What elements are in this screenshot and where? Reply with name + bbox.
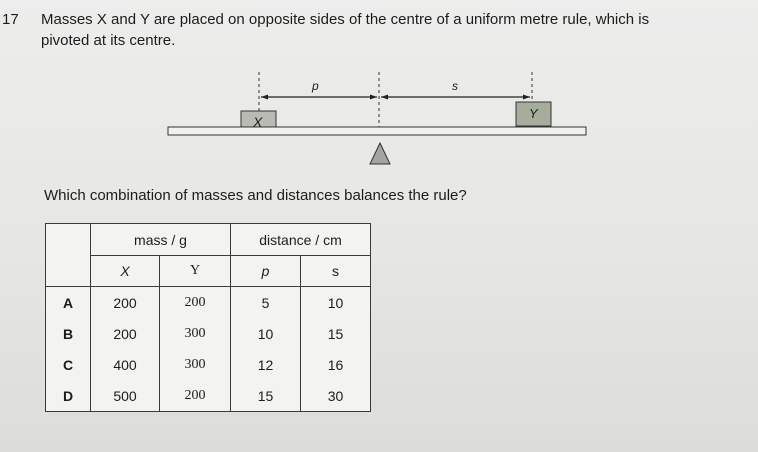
header-p: p: [231, 256, 301, 287]
p-arrowhead-right: [370, 95, 377, 100]
s-label: s: [452, 79, 458, 93]
table-row: [46, 380, 371, 412]
cell-s: 16: [301, 349, 371, 380]
cell-p: 10: [231, 318, 301, 349]
p-arrowhead-left: [261, 95, 268, 100]
table-row: [46, 318, 371, 349]
cell-s: 30: [301, 380, 371, 412]
cell-p: 5: [231, 287, 301, 319]
s-arrowhead-right: [523, 95, 530, 100]
mass-y-label: Y: [529, 106, 538, 121]
cell-x: 500: [91, 380, 160, 412]
distance-group-header: distance / cm: [231, 224, 371, 256]
mass-x-label: X: [253, 114, 263, 130]
cell-y: 200: [160, 380, 231, 412]
answer-table: [45, 223, 371, 412]
row-label: A: [46, 287, 91, 319]
cell-p: 12: [231, 349, 301, 380]
header-s: s: [301, 256, 371, 287]
mass-group-header: mass / g: [91, 224, 231, 256]
row-label: B: [46, 318, 91, 349]
question-text-line-1: Masses X and Y are placed on opposite sides of the centre of a uniform metre rule, which is: [41, 11, 650, 28]
cell-s: 15: [301, 318, 371, 349]
cell-y: 300: [160, 318, 231, 349]
table-row: [46, 287, 371, 319]
cell-s: 10: [301, 287, 371, 319]
balance-diagram: [0, 0, 758, 185]
metre-rule: [168, 127, 586, 135]
question-number: 17: [2, 11, 19, 28]
row-label: C: [46, 349, 91, 380]
question-prompt: Which combination of masses and distances balances the rule?: [44, 187, 467, 204]
table-row: [46, 349, 371, 380]
empty-header-cell: [46, 224, 91, 287]
cell-p: 15: [231, 380, 301, 412]
question-text-line-2: pivoted at its centre.: [41, 32, 176, 49]
pivot-triangle: [370, 143, 390, 164]
header-y: Y: [160, 256, 231, 287]
cell-x: 200: [91, 287, 160, 319]
cell-x: 200: [91, 318, 160, 349]
cell-x: 400: [91, 349, 160, 380]
cell-y: 300: [160, 349, 231, 380]
header-x: X: [91, 256, 160, 287]
cell-y: 200: [160, 287, 231, 319]
p-label: p: [312, 79, 319, 93]
s-arrowhead-left: [381, 95, 388, 100]
row-label: D: [46, 380, 91, 412]
